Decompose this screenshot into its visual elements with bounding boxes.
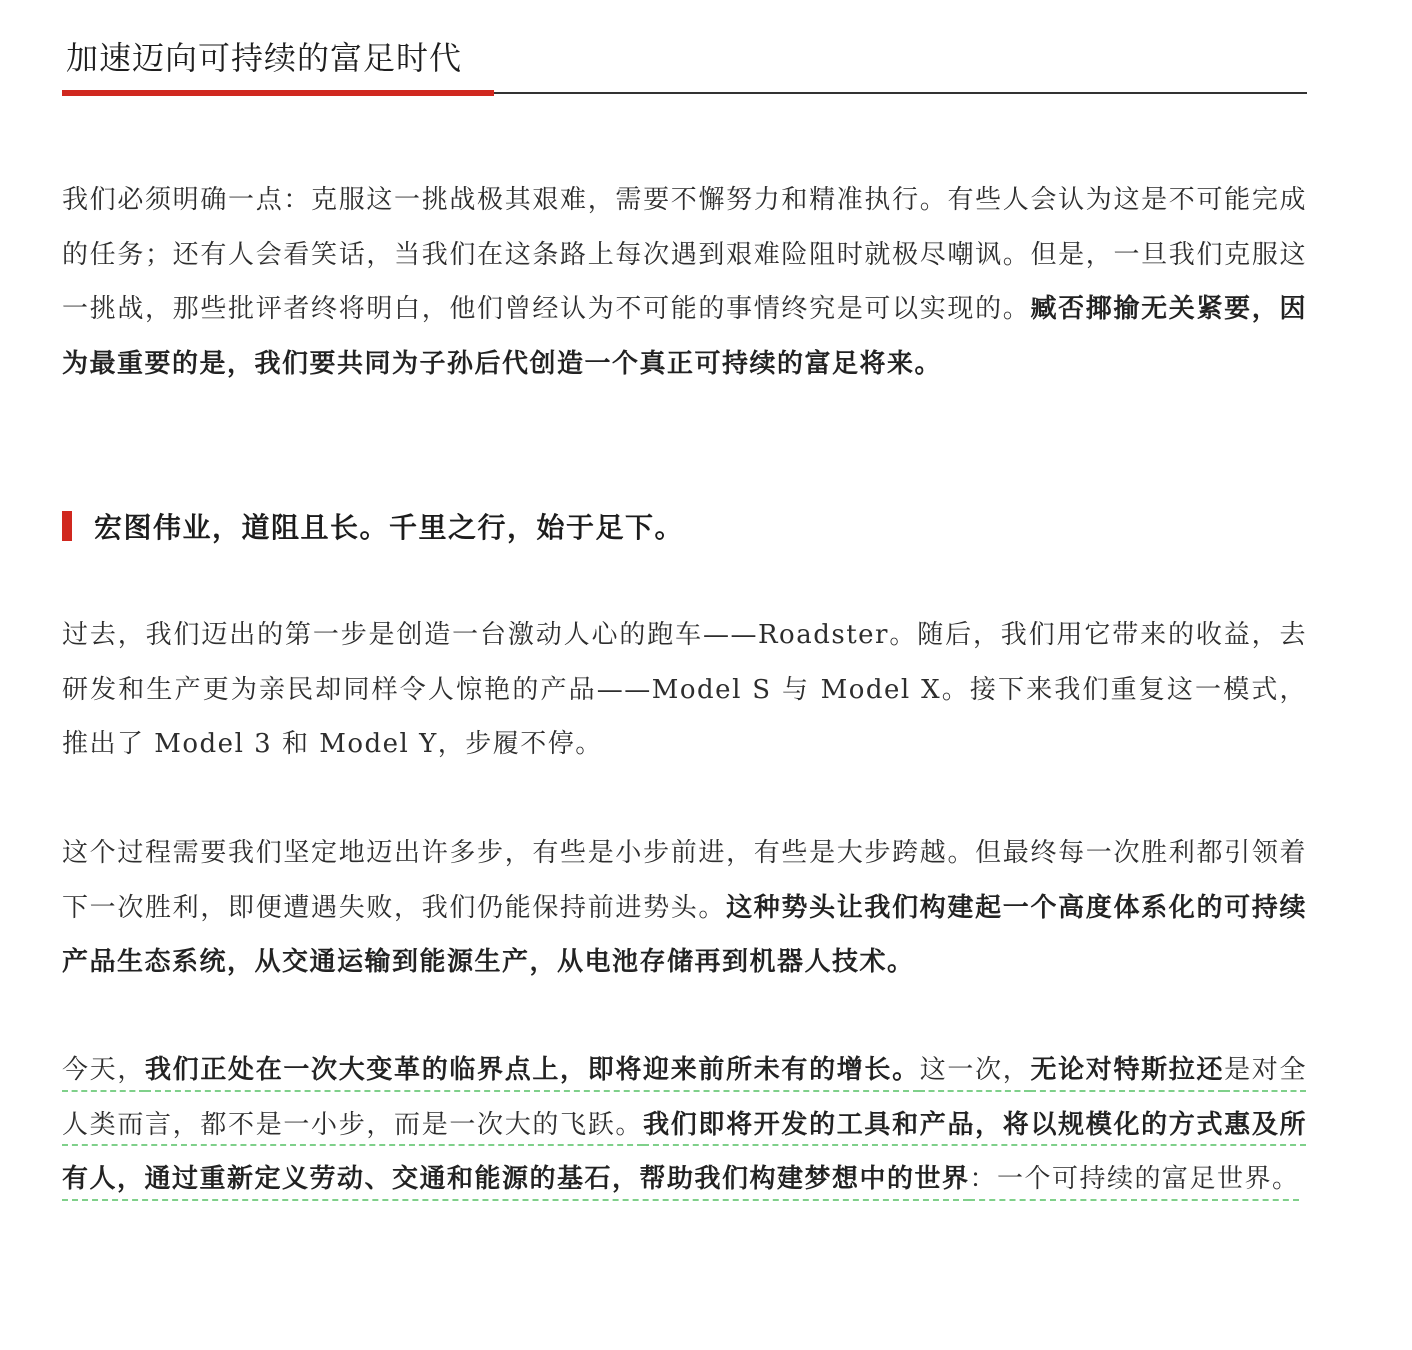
paragraph-4 (62, 1043, 1307, 1207)
paragraph-4-text-2: 这一次， (919, 1055, 1031, 1085)
page-title: 加速迈向可持续的富足时代 (66, 39, 463, 77)
paragraph-1-emphasis: 臧否揶揄无关紧要，因为最重要的是，我们要共同为子孙后代创造一个真正可持续的富足将来。 (62, 294, 1307, 379)
paragraph-2: 过去，我们迈出的第一步是创造一台激动人心的跑车——Roadster。随后，我们用它带来的收益，去研发和生产更为亲民却同样令人惊艳的产品——Model S 与 Model X。接下来我们重复这一模式，推出了 Model 3 和 Model Y，步履不停。 (62, 620, 1307, 759)
paragraph-3-text: 这个过程需要我们坚定地迈出许多步，有些是小步前进，有些是大步跨越。但最终每一次胜利都引领着下一次胜利，即便遭遇失败，我们仍能保持前进势头。 (62, 838, 1307, 923)
paragraph-4-emphasis-3: 我们即将开发的工具和产品，将以规模化的方式惠及所有人，通过重新定义劳动、交通和能源的基石，帮助我们构建梦想中的世界 (62, 1109, 1307, 1194)
paragraph-1-text: 我们必须明确一点：克服这一挑战极其艰难，需要不懈努力和精准执行。有些人会认为这是不可能完成的任务；还有人会看笑话，当我们在这条路上每次遇到艰难险阻时就极尽嘲讽。但是，一旦我们克服这一挑战，那些批评者终将明白，他们曾经认为不可能的事情终究是可以实现的。 (62, 185, 1307, 324)
paragraph-3-emphasis: 这种势头让我们构建起一个高度体系化的可持续产品生态系统，从交通运输到能源生产，从电池存储再到机器人技术。 (62, 892, 1307, 977)
paragraph-4-text-3: 是对全人类而言，都不是一小步，而是一次大的飞跃。 (62, 1055, 1307, 1140)
paragraph-1 (62, 173, 1307, 391)
paragraph-4-text-4: ：一个可持续的富足世界。 (969, 1164, 1300, 1194)
page-header (62, 0, 1307, 97)
section-heading (62, 506, 684, 546)
section-heading-marker (62, 511, 72, 541)
article (62, 0, 1307, 1194)
paragraph-4-emphasis-1: 我们正处在一次大变革的临界点上，即将迎来前所未有的增长。 (145, 1055, 920, 1085)
paragraph-4-emphasis-2: 无论对特斯拉还 (1030, 1055, 1225, 1085)
header-accent-bar (62, 90, 494, 96)
paragraph-4-text-1: 今天， (62, 1055, 146, 1085)
paragraph-3 (62, 826, 1307, 990)
section-heading-text: 宏图伟业，道阻且长。千里之行，始于足下。 (94, 511, 685, 544)
